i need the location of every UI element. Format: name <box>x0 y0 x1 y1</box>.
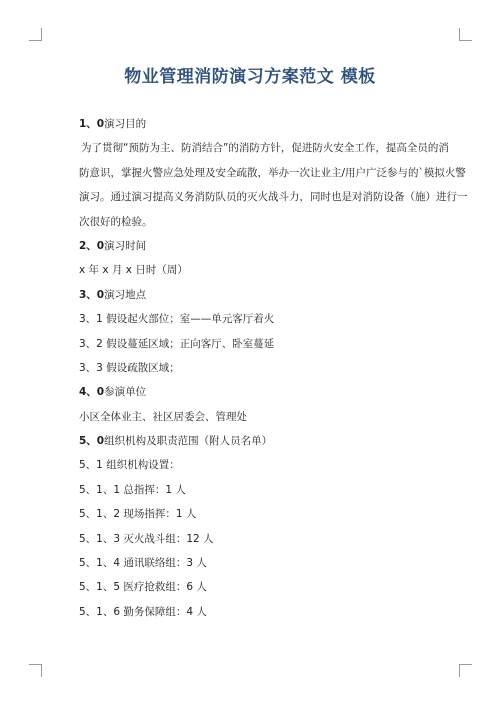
list-item: 5、1、2 现场指挥：1 人 <box>79 508 197 521</box>
paragraph-line: 为了贯彻“预防为主、防消结合”的消防方针，促进防火安全工作，提高全员的消 <box>81 142 449 155</box>
list-item: 5、1、3 灭火战斗组：12 人 <box>79 532 214 545</box>
list-item: 5、1、1 总指挥：1 人 <box>79 483 186 496</box>
section-title: 演习地点 <box>104 288 147 301</box>
list-item: 3、3 假设疏散区域； <box>79 361 180 374</box>
section-title: 参演单位 <box>104 386 147 399</box>
paragraph-line: 次很好的检验。 <box>79 215 153 228</box>
section-number: 1、0 <box>79 118 105 130</box>
section-title: 演习时间 <box>104 239 147 252</box>
section-heading-participants <box>79 380 435 404</box>
section-number: 5、0 <box>79 435 105 448</box>
purpose-paragraph <box>79 136 468 234</box>
document-body <box>79 112 468 624</box>
list-item: 5、1、6 勤务保障组：4 人 <box>79 605 207 618</box>
list-item: 3、1 假设起火部位；室——单元客厅着火 <box>79 313 275 326</box>
section-heading-location <box>79 283 435 307</box>
crop-mark-top-left <box>29 28 42 41</box>
list-item: 5、1、5 医疗抢救组：6 人 <box>79 581 207 594</box>
paragraph-line: 防意识，掌握火警应急处理及安全疏散，举办一次让业主/用户广泛参与的`模拟火警 <box>79 166 466 179</box>
section-number: 3、0 <box>79 288 105 301</box>
participants-text: 小区全体业主、社区居委会、管理处 <box>79 410 247 423</box>
crop-mark-top-right <box>459 28 472 41</box>
section-title: 演习目的 <box>104 118 147 130</box>
section-title: 组织机构及职责范围（附人员名单） <box>104 435 273 448</box>
crop-mark-bottom-left <box>29 664 42 677</box>
time-text: x 年 x 月 x 日时（周） <box>79 264 188 277</box>
section-heading-organization <box>79 429 435 453</box>
section-number: 4、0 <box>79 386 105 399</box>
list-item: 3、2 假设蔓延区域；正向客厅、卧室蔓延 <box>79 337 275 350</box>
document-title: 物业管理消防演习方案范文 模板 <box>124 67 376 87</box>
list-item: 5、1、4 通讯联络组：3 人 <box>79 557 207 570</box>
section-heading-purpose <box>79 112 435 136</box>
section-heading-time <box>79 234 435 258</box>
paragraph-line: 演习。通过演习提高义务消防队员的灭火战斗力，同时也是对消防设备（施）进行一 <box>79 191 468 204</box>
section-number: 2、0 <box>79 239 105 252</box>
crop-mark-bottom-right <box>459 664 472 677</box>
list-item: 5、1 组织机构设置： <box>79 459 180 472</box>
